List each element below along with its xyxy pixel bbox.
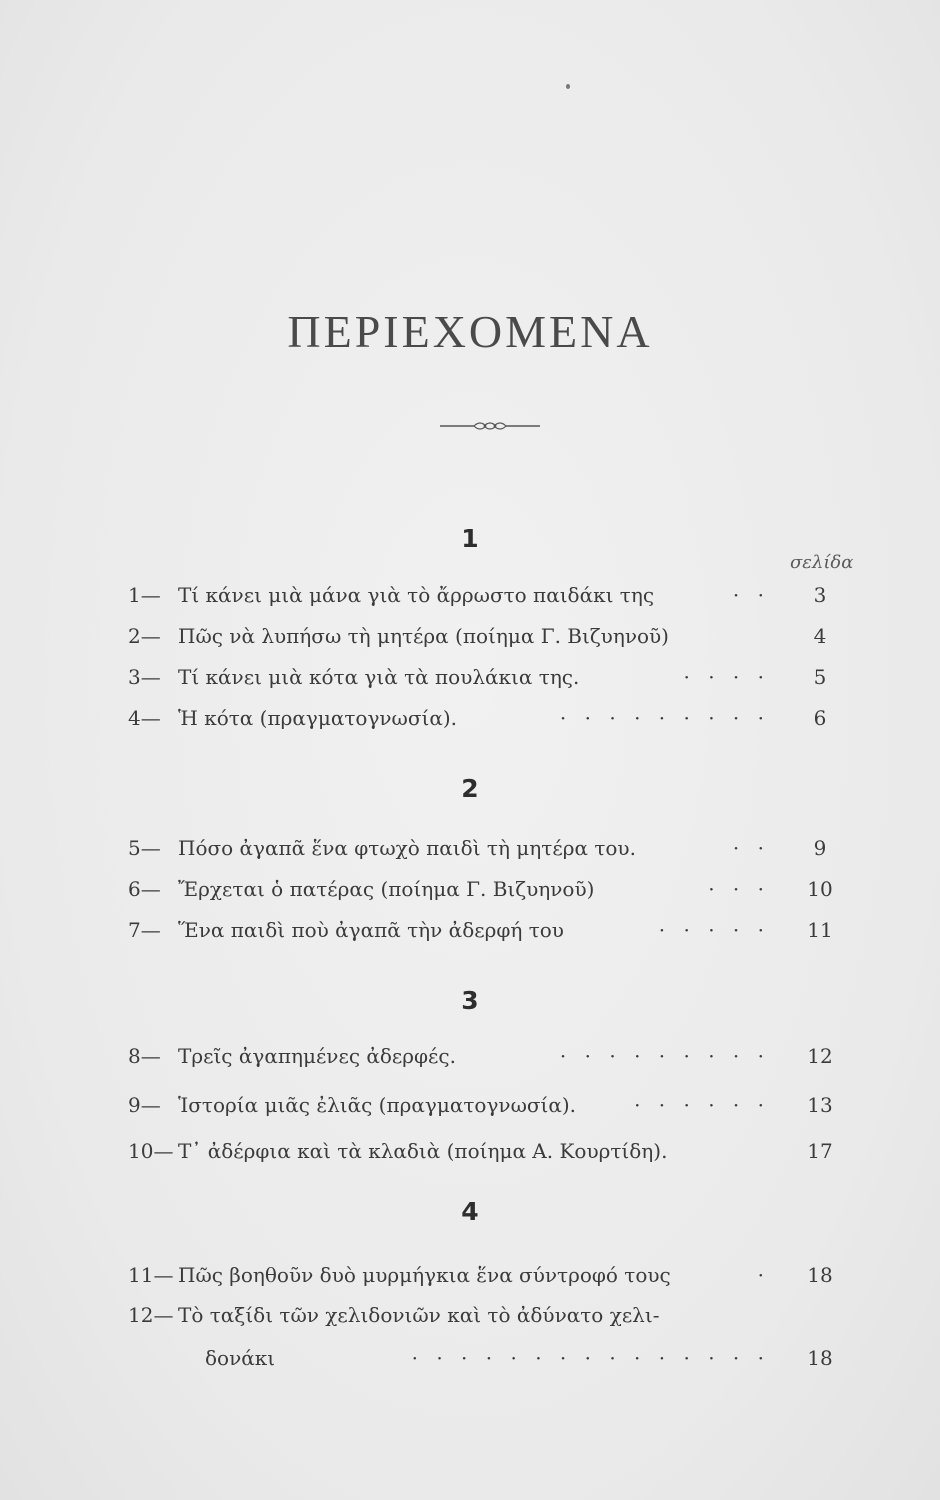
entry-page: 12 <box>807 1044 833 1068</box>
leader-dots: · <box>757 1263 770 1287</box>
entry-number: 7— <box>128 918 161 942</box>
entry-page: 5 <box>813 665 827 689</box>
leader-dots: · · · · · · · · · <box>559 706 770 730</box>
entry-number: 9— <box>128 1093 161 1117</box>
toc-entry-9 <box>0 1093 940 1127</box>
section-number-1: 1 <box>461 524 479 553</box>
toc-entry-2 <box>0 624 940 658</box>
entry-title: Ἔρχεται ὁ πατέρας (ποίημα Γ. Βιζυηνοῦ) <box>178 877 595 901</box>
entry-page: 18 <box>807 1346 833 1370</box>
entry-page: 6 <box>813 706 827 730</box>
entry-title: Τὸ ταξίδι τῶν χελιδονιῶν καὶ τὸ ἀδύνατο χελι- <box>178 1303 660 1327</box>
entry-number: 10— <box>128 1139 174 1163</box>
leader-dots: · · · · · · · · · · · · · · · <box>411 1346 770 1370</box>
toc-entry-12-continuation <box>0 1346 940 1380</box>
toc-entry-12 <box>0 1303 940 1337</box>
leader-dots: · · <box>732 583 770 607</box>
toc-entry-1 <box>0 583 940 617</box>
leader-dots: · · · · · <box>658 918 770 942</box>
entry-number: 11— <box>128 1263 174 1287</box>
toc-entry-10 <box>0 1139 940 1173</box>
entry-title: Τί κάνει μιὰ κότα γιὰ τὰ πουλάκια της. <box>178 665 580 689</box>
entry-number: 2— <box>128 624 161 648</box>
toc-entry-4 <box>0 706 940 740</box>
entry-title: Ἕνα παιδὶ ποὺ ἀγαπᾶ τὴν ἀδερφή του <box>178 918 564 942</box>
toc-entry-3 <box>0 665 940 699</box>
entry-page: 9 <box>813 836 827 860</box>
entry-title: Πῶς νὰ λυπήσω τὴ μητέρα (ποίημα Γ. Βιζυηνοῦ) <box>178 624 669 648</box>
entry-title: Πῶς βοηθοῦν δυὸ μυρμήγκια ἕνα σύντροφό τους <box>178 1263 671 1287</box>
leader-dots: · · · · · · · · · <box>559 1044 770 1068</box>
entry-page: 17 <box>807 1139 833 1163</box>
entry-page: 10 <box>807 877 833 901</box>
entry-page: 13 <box>807 1093 833 1117</box>
entry-number: 8— <box>128 1044 161 1068</box>
section-number-4: 4 <box>461 1197 479 1226</box>
entry-number: 4— <box>128 706 161 730</box>
entry-title: Ἱστορία μιᾶς ἐλιᾶς (πραγματογνωσία). <box>178 1093 577 1117</box>
entry-title: Πόσο ἀγαπᾶ ἕνα φτωχὸ παιδὶ τὴ μητέρα του. <box>178 836 636 860</box>
toc-entry-8 <box>0 1044 940 1078</box>
entry-page: 11 <box>807 918 833 942</box>
entry-title: Τ᾽ ἀδέρφια καὶ τὰ κλαδιὰ (ποίημα Α. Κουρτίδη). <box>178 1139 668 1163</box>
entry-title: Τί κάνει μιὰ μάνα γιὰ τὸ ἄρρωστο παιδάκι της <box>178 583 655 607</box>
section-number-3: 3 <box>461 986 479 1015</box>
entry-number: 6— <box>128 877 161 901</box>
page-title: ΠΕΡΙΕΧΟΜΕΝΑ <box>287 306 653 357</box>
entry-number: 3— <box>128 665 161 689</box>
entry-number: 5— <box>128 836 161 860</box>
leader-dots: · · <box>732 836 770 860</box>
toc-entry-6 <box>0 877 940 911</box>
entry-number: 12— <box>128 1303 174 1327</box>
entry-page: 4 <box>813 624 827 648</box>
toc-entry-7 <box>0 918 940 952</box>
entry-title: Τρεῖς ἀγαπημένες ἀδερφές. <box>178 1044 456 1068</box>
leader-dots: · · · · <box>683 665 770 689</box>
ink-speck <box>566 84 570 89</box>
toc-entry-11 <box>0 1263 940 1297</box>
entry-title: δονάκι <box>205 1346 276 1370</box>
leader-dots: · · · · · · <box>634 1093 770 1117</box>
leader-dots: · · · <box>708 877 770 901</box>
entry-page: 18 <box>807 1263 833 1287</box>
title-ornament <box>440 418 540 434</box>
entry-page: 3 <box>813 583 827 607</box>
entry-title: Ἡ κότα (πραγματογνωσία). <box>178 706 458 730</box>
entry-number: 1— <box>128 583 161 607</box>
toc-entry-5 <box>0 836 940 870</box>
page-column-label: σελίδα <box>790 552 854 573</box>
section-number-2: 2 <box>461 774 479 803</box>
